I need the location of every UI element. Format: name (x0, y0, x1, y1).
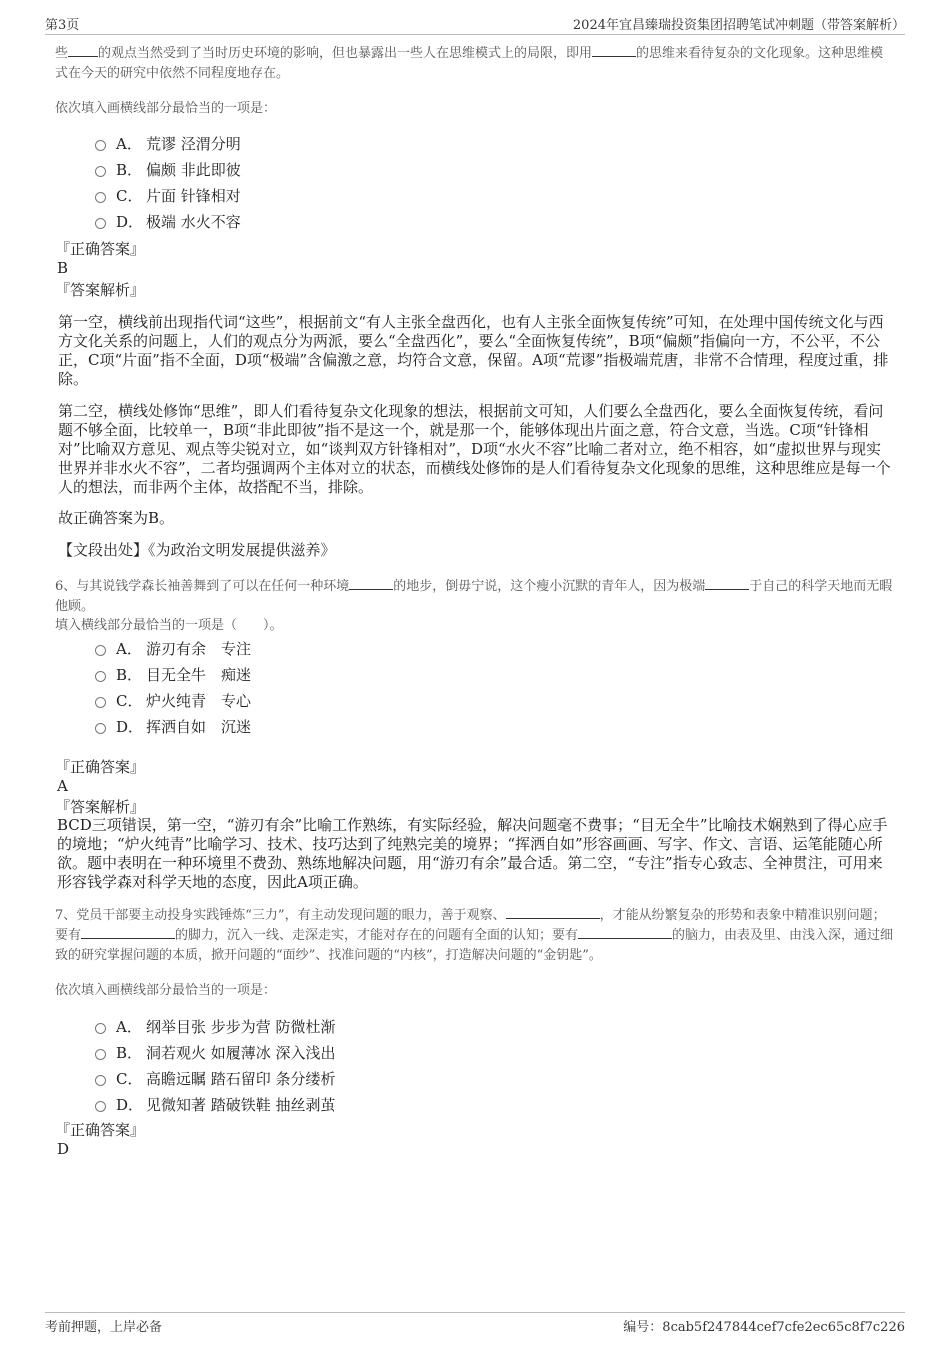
radio-icon[interactable] (95, 192, 106, 203)
blank-line (81, 926, 175, 939)
q6-stem: 6、与其说钱学森长袖善舞到了可以在任何一种环境 的地步，倒毋宁说，这个瘦小沉默的青年人，因为极端 于自己的科学天地而无暇他顾。 (55, 579, 893, 614)
radio-icon[interactable] (95, 1023, 106, 1034)
q5-stem: 些 的观点当然受到了当时历史环境的影响，但也暴露出一些人在思维模式上的局限，即用 的思维来看待复杂的文化现象。这种思维模式在今天的研究中依然不同程度地存在。 (55, 46, 884, 81)
q5-analysis-heading: 『答案解析』 (55, 281, 146, 299)
q7-stem: 7、党员干部要主动投身实践锤炼“三力”，有主动发现问题的眼力，善于观察、 ，才能从纷繁复杂的形势和表象中精准识别问题；要有 的脚力，沉入一线、走深走实，才能对存在的问题有全面的认知；要有 的脑力，由表及里、由浅入深，通过细致的研究掌握问题的本质，掀开问题的“面纱”、找准问题的“内核”，打造解决问题的“金钥匙”。 (55, 908, 894, 963)
q5-option-a[interactable]: A． 荒谬 泾渭分明 (95, 130, 241, 156)
page-footer (45, 1312, 905, 1337)
q5-prompt: 依次填入画横线部分最恰当的一项是： (55, 101, 277, 116)
q6-options (95, 635, 251, 739)
q6-answer-heading: 『正确答案』 (55, 758, 146, 776)
q6-analysis: BCD三项错误，第一空，“游刃有余”比喻工作熟练，有实际经验，解决问题毫不费事；“目无全牛”比喻技术娴熟到了得心应手的境地；“炉火纯青”比喻学习、技术、技巧达到了纯熟完美的境界；“挥洒自如”形容画画、写字、作文、言语、运笔能随心所欲。题中表明在一种环境里不费劲、熟练地解决问题，用“游刃有余”最合适。第二空，“专注”指专心致志、全神贯注，可用来形容钱学森对科学天地的态度，因此A项正确。 (57, 816, 888, 891)
q6-option-a[interactable]: A． 游刃有余 专注 (95, 635, 251, 661)
q5-option-d[interactable]: D． 极端 水火不容 (95, 208, 241, 234)
q5-options (95, 130, 241, 234)
q5-answer: B (57, 259, 69, 277)
blank-line (68, 44, 98, 57)
q5-option-c[interactable]: C． 片面 针锋相对 (95, 182, 241, 208)
q5-answer-heading: 『正确答案』 (55, 240, 146, 258)
q6-option-d[interactable]: D． 挥洒自如 沉迷 (95, 713, 251, 739)
q7-option-d[interactable]: D． 见微知著 踏破铁鞋 抽丝剥茧 (95, 1091, 336, 1117)
q7-option-a[interactable]: A． 纲举目张 步步为营 防微杜渐 (95, 1013, 336, 1039)
q7-answer-heading: 『正确答案』 (55, 1121, 146, 1139)
q5-option-b[interactable]: B． 偏颇 非此即彼 (95, 156, 241, 182)
page-number: 第3页 (45, 18, 80, 33)
q6-prompt: 填入横线部分最恰当的一项是（ ）。 (55, 618, 283, 633)
blank-line (578, 926, 672, 939)
blank-line (705, 577, 749, 590)
radio-icon[interactable] (95, 166, 106, 177)
q7-option-c[interactable]: C． 高瞻远瞩 踏石留印 条分缕析 (95, 1065, 336, 1091)
document-title: 2024年宜昌臻瑞投资集团招聘笔试冲刺题（带答案解析） (572, 18, 905, 33)
q5-analysis-p2: 第二空，横线处修饰“思维”，即人们看待复杂文化现象的想法，根据前文可知，人们要么全盘西化，要么全面恢复传统，看问题不够全面，比较单一，B项“非此即彼”指不是这一个，就是那一个，能够体现出片面之意，符合文意，当选。C项“针锋相对”比喻双方意见、观点等尖锐对立，如“谈判双方针锋相对”，D项“水火不容”比喻二者对立，绝不相容，如“虚拟世界与现实世界并非水火不容”，二者均强调两个主体对立的状态，而横线处修饰的是人们看待复杂文化现象的思维，这种思维应是每一个人的想法，而非两个主体，故搭配不当，排除。 (58, 402, 891, 496)
q5-conclusion: 故正确答案为B。 (58, 509, 175, 527)
q6-option-b[interactable]: B． 目无全牛 痴迷 (95, 661, 251, 687)
q6-answer: A (57, 777, 68, 795)
blank-line (506, 906, 600, 919)
radio-icon[interactable] (95, 671, 106, 682)
q5-source: 【文段出处】《为政治文明发展提供滋养》 (58, 541, 336, 559)
radio-icon[interactable] (95, 697, 106, 708)
blank-line (592, 44, 636, 57)
radio-icon[interactable] (95, 140, 106, 151)
q7-prompt: 依次填入画横线部分最恰当的一项是： (55, 983, 277, 998)
radio-icon[interactable] (95, 1049, 106, 1060)
blank-line (349, 577, 393, 590)
q5-analysis-p1: 第一空，横线前出现指代词“这些”，根据前文“有人主张全盘西化，也有人主张全面恢复传统”可知，在处理中国传统文化与西方文化关系的问题上，人们的观点分为两派，要么“全盘西化”，要么“全面恢复传统”，B项“偏颇”指偏向一方，不公平，不公正，C项“片面”指不全面，D项“极端”含偏激之意，均符合文意，保留。A项“荒谬”指极端荒唐，非常不合情理，程度过重，排除。 (58, 313, 889, 388)
q7-options (95, 1013, 336, 1117)
radio-icon[interactable] (95, 1101, 106, 1112)
q6-analysis-heading: 『答案解析』 (55, 798, 146, 816)
radio-icon[interactable] (95, 723, 106, 734)
radio-icon[interactable] (95, 1075, 106, 1086)
page-header (45, 14, 905, 35)
radio-icon[interactable] (95, 645, 106, 656)
q7-option-b[interactable]: B． 洞若观火 如履薄冰 深入浅出 (95, 1039, 336, 1065)
document-id: 编号：8cab5f247844cef7cfe2ec65c8f7c226 (623, 1320, 905, 1335)
q6-option-c[interactable]: C． 炉火纯青 专心 (95, 687, 251, 713)
q7-answer: D (57, 1140, 70, 1158)
footer-slogan: 考前押题，上岸必备 (45, 1320, 163, 1335)
radio-icon[interactable] (95, 218, 106, 229)
